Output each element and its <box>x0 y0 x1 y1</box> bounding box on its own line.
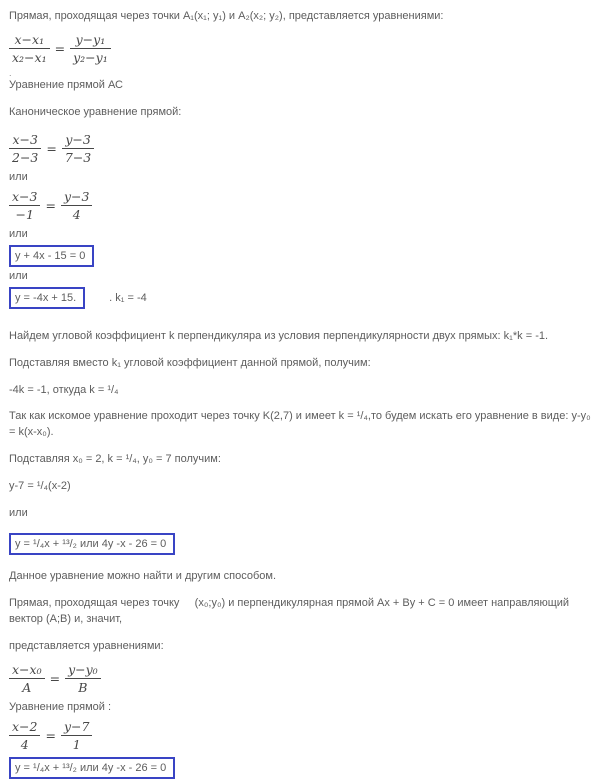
find-k-paragraph: Найдем угловой коэффициент k перпендикуляра из условия перпендикулярности двух прямых: k₁*k = -1. <box>9 329 549 342</box>
substitute-k1-paragraph: Подставляя вместо k₁ угловой коэффициент данной прямой, получим: <box>9 356 371 369</box>
fraction-numerator: y−y₁ <box>70 32 111 49</box>
fraction-denominator: 2−3 <box>12 149 39 165</box>
fraction-denominator: y₂−y₁ <box>73 49 108 65</box>
highlighted-equation-row <box>9 757 592 779</box>
line-ac-label: Уравнение прямой АС <box>9 78 123 91</box>
fraction-denominator: B <box>78 679 88 695</box>
fraction-numerator: x−3 <box>9 132 41 149</box>
highlighted-equation-row <box>9 287 592 309</box>
equation-simplified <box>9 189 592 222</box>
equals-sign: = <box>45 197 56 213</box>
point-slope-equation: y-7 = ¹/₄(x-2) <box>9 480 71 493</box>
perpendicular-line-paragraph: Прямая, проходящая через точку (x₀;y₀) и перпендикулярная прямой Ax + By + C = 0 имеет направляющий вектор (A;B) и, значит, <box>9 597 573 625</box>
fraction-rhs <box>70 32 111 65</box>
fraction-denominator: 4 <box>72 206 81 222</box>
boxed-equation-result: y = ¹/₄x + ¹³/₂ или 4y -x - 26 = 0 <box>9 533 175 555</box>
fraction-rhs <box>65 662 101 695</box>
line-equation-heading: Уравнение прямой : <box>9 700 112 713</box>
equation-two-points <box>9 32 592 65</box>
fraction-numerator: y−7 <box>61 719 93 736</box>
fraction-numerator: x−3 <box>9 189 40 206</box>
another-way-paragraph: Данное уравнение можно найти и другим способом. <box>9 570 277 583</box>
equals-sign: = <box>54 40 66 56</box>
math-solution-document <box>9 9 592 779</box>
equals-sign: = <box>49 670 61 686</box>
fraction-denominator: 1 <box>72 736 81 752</box>
fraction-numerator: y−3 <box>62 132 94 149</box>
minus4k-equation: -4k = -1, откуда k = ¹/₄ <box>9 383 119 396</box>
perpendicular-line-paragraph-cont: представляется уравнениями: <box>9 639 164 652</box>
fraction-numerator: x−x₀ <box>9 662 45 679</box>
fraction-numerator: y−3 <box>61 189 93 206</box>
fraction-rhs <box>62 132 94 165</box>
fraction-lhs <box>9 189 40 222</box>
substituting-values-paragraph: Подставляя x₀ = 2, k = ¹/₄, y₀ = 7 получим: <box>9 453 221 466</box>
fraction-numerator: y−y₀ <box>65 662 101 679</box>
or-connector: или <box>9 170 28 183</box>
equation-direction-vector <box>9 662 592 695</box>
fraction-lhs <box>9 662 45 695</box>
slope-value-note: . k₁ = -4 <box>109 291 147 304</box>
equals-sign: = <box>46 140 57 156</box>
intro-paragraph: Прямая, проходящая через точки A₁(x₁; y₁) и A₂(x₂; y₂), представляется уравнениями: <box>9 10 444 22</box>
fraction-numerator: x−2 <box>9 719 40 736</box>
highlighted-equation-row <box>9 245 592 267</box>
fraction-denominator: −1 <box>15 206 34 222</box>
fraction-lhs <box>9 32 50 65</box>
boxed-equation-final: y = ¹/₄x + ¹³/₂ или 4y -x - 26 = 0 <box>9 757 175 779</box>
fraction-rhs <box>61 189 93 222</box>
equation-final-canonical <box>9 719 592 752</box>
boxed-equation-slope-form: y = -4x + 15. <box>9 287 85 309</box>
fraction-lhs <box>9 132 41 165</box>
fraction-rhs <box>61 719 93 752</box>
fraction-denominator: A <box>22 679 32 695</box>
or-connector: или <box>9 507 28 520</box>
fraction-numerator: x−x₁ <box>9 32 50 49</box>
highlighted-equation-row <box>9 533 592 555</box>
fraction-lhs <box>9 719 40 752</box>
fraction-denominator: x₂−x₁ <box>12 49 47 65</box>
or-connector: или <box>9 269 28 282</box>
stray-period: . <box>9 67 12 78</box>
or-connector: или <box>9 227 28 240</box>
fraction-denominator: 7−3 <box>64 149 92 165</box>
boxed-equation-general-form: y + 4x - 15 = 0 <box>9 245 94 267</box>
equation-canonical <box>9 132 592 165</box>
canonical-heading: Каноническое уравнение прямой: <box>9 105 182 118</box>
since-point-paragraph: Так как искомое уравнение проходит через точку K(2,7) и имеет k = ¹/₄,то будем искать его уравнение в виде: y-y₀ = k(x-x₀). <box>9 410 591 439</box>
equals-sign: = <box>45 727 56 743</box>
fraction-denominator: 4 <box>20 736 29 752</box>
